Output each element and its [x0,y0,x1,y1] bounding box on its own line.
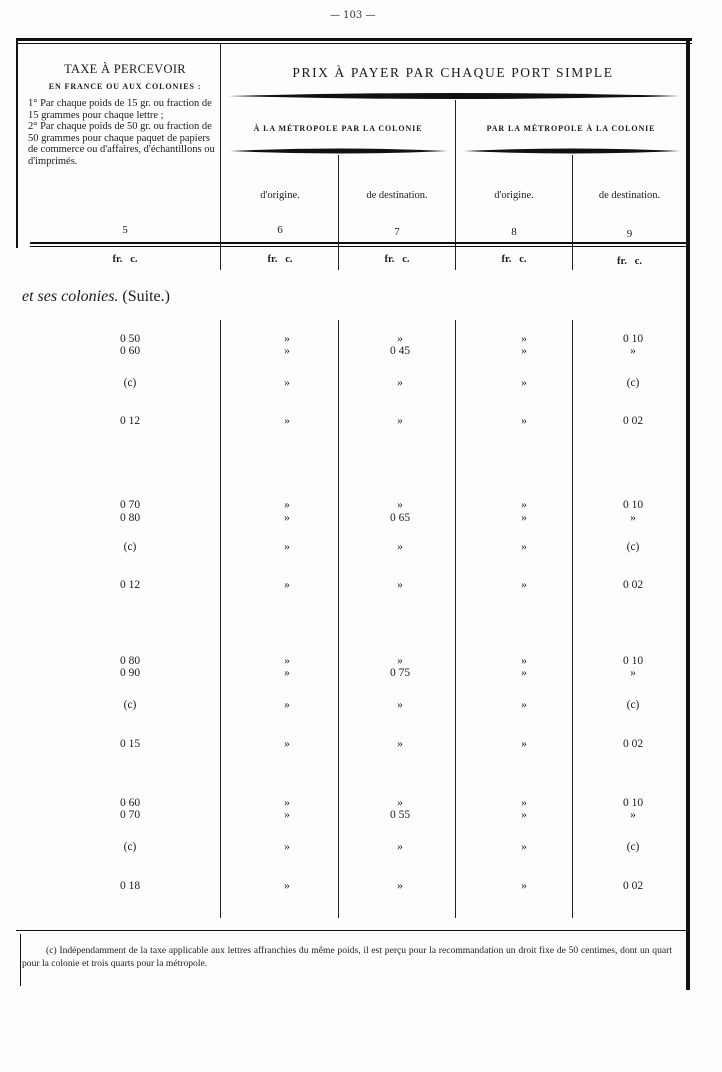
table-cell-c7: » [397,499,403,511]
top-border-thin [16,43,692,44]
table-cell-c9: » [630,345,636,357]
main-title: PRIX À PAYER PAR CHAQUE PORT SIMPLE [292,65,614,80]
table-cell-c5: 0 80 [119,512,141,524]
table-cell-c7: 0 75 [389,667,411,679]
table-cell-c7: » [397,880,403,892]
table-cell-c8: » [521,880,527,892]
col5-conditions [28,98,218,168]
group-a-title: À LA MÉTROPOLE PAR LA COLONIE [253,124,423,133]
table-cell-c9: 0 10 [622,797,644,809]
col5-title: TAXE À PERCEVOIR [64,62,186,76]
col5-number: 5 [122,224,128,236]
col-separator [572,155,573,270]
table-cell-c6: » [284,499,290,511]
col7-header: de destination. [366,190,428,201]
col-separator [220,44,221,270]
table-cell-c5: 0 90 [119,667,141,679]
table-cell-c7: 0 45 [389,345,411,357]
table-cell-c9: (c) [626,841,640,853]
col8-number: 8 [511,226,517,238]
col6-number: 6 [277,224,283,236]
table-cell-c9: » [630,667,636,679]
col-separator [338,155,339,270]
table-cell-c6: » [284,841,290,853]
table-cell-c7: » [397,655,403,667]
table-cell-c9: » [630,512,636,524]
table-cell-c8: » [521,738,527,750]
table-bottom-rule [16,930,690,931]
table-cell-c9: 0 10 [622,499,644,511]
group-b-title: PAR LA MÉTROPOLE À LA COLONIE [486,124,656,133]
table-cell-c8: » [521,333,527,345]
table-cell-c8: » [521,579,527,591]
table-cell-c9: 0 10 [622,333,644,345]
table-cell-c5: 0 50 [119,333,141,345]
col8-header: d'origine. [494,190,534,201]
table-cell-c7: » [397,579,403,591]
table-cell-c7: » [397,797,403,809]
section-title-italic: et ses colonies. [22,288,119,305]
header-bottom-rule-thin [30,246,686,247]
table-cell-c5: 0 18 [119,880,141,892]
table-cell-c5: 0 12 [119,415,141,427]
table-cell-c7: 0 65 [389,512,411,524]
col5-condition-2: 2° Par chaque poids de 50 gr. ou fraction de 50 grammes pour chaque paquet de papiers de commerce ou d'affaires, d'échantillons ou d'imprimés. [28,121,215,167]
col5-subtitle: EN FRANCE OU AUX COLONIES : [48,82,202,91]
table-cell-c6: » [284,738,290,750]
table-cell-c8: » [521,809,527,821]
col9-number: 9 [626,228,633,240]
table-cell-c5: 0 70 [119,809,141,821]
table-cell-c7: » [397,333,403,345]
table-cell-c6: » [284,512,290,524]
table-cell-c5: 0 80 [119,655,141,667]
col6-unit: fr. c. [267,254,293,265]
table-cell-c5: (c) [123,841,137,853]
table-cell-c8: » [521,512,527,524]
table-cell-c6: » [284,797,290,809]
table-cell-c9: (c) [626,377,640,389]
table-cell-c5: (c) [123,541,137,553]
table-cell-c7: » [397,541,403,553]
table-cell-c7: » [397,699,403,711]
footnote: (c) Indépendamment de la taxe applicable aux lettres affranchies du même poids, il est perçu pour la recommandation un droit fixe de 50 centimes, dont un quart pour la colonie et trois quarts pour la métropole. [22,945,672,969]
table-cell-c9: (c) [626,541,640,553]
table-cell-c5: 0 12 [119,579,141,591]
table-cell-c6: » [284,579,290,591]
table-cell-c6: » [284,667,290,679]
table-cell-c9: 0 02 [622,579,644,591]
table-cell-c6: » [284,880,290,892]
table-cell-c9: 0 10 [622,655,644,667]
table-cell-c6: » [284,333,290,345]
table-cell-c7: 0 55 [389,809,411,821]
table-cell-c5: 0 60 [119,345,141,357]
table-cell-c6: » [284,655,290,667]
table-cell-c8: » [521,345,527,357]
table-cell-c6: » [284,541,290,553]
table-cell-c6: » [284,809,290,821]
table-cell-c8: » [521,667,527,679]
section-title [22,288,170,306]
table-cell-c9: » [630,809,636,821]
col-separator [572,320,573,918]
table-cell-c5: (c) [123,377,137,389]
table-cell-c7: » [397,415,403,427]
table-cell-c9: 0 02 [622,880,644,892]
table-cell-c7: » [397,841,403,853]
col5-unit: fr. c. [112,254,138,265]
section-title-rest: (Suite.) [118,288,170,305]
table-cell-c9: 0 02 [622,415,644,427]
col9-header: de destination. [598,190,661,201]
top-border [16,38,692,41]
col5-condition-1: 1° Par chaque poids de 15 gr. ou fraction de 15 grammes pour chaque lettre ; [28,98,212,121]
header-bottom-rule [30,242,686,244]
col7-number: 7 [394,226,400,238]
col7-unit: fr. c. [384,254,410,265]
table-cell-c8: » [521,699,527,711]
table-cell-c5: 0 15 [119,738,141,750]
swash-rule-main [226,88,682,104]
table-cell-c8: » [521,499,527,511]
col9-unit: fr. c. [617,256,642,267]
table-cell-c8: » [521,655,527,667]
table-cell-c8: » [521,415,527,427]
table-cell-c5: 0 60 [119,797,141,809]
col-separator [338,320,339,918]
col-separator [220,320,221,918]
table-cell-c8: » [521,841,527,853]
table-cell-c5: (c) [123,699,137,711]
table-cell-c7: » [397,377,403,389]
col-separator [455,320,456,918]
table-cell-c7: » [397,738,403,750]
table-cell-c6: » [284,377,290,389]
left-border [16,38,18,248]
table-cell-c6: » [284,345,290,357]
page-number: — 103 — [330,10,376,21]
swash-rule-right [462,144,682,158]
col8-unit: fr. c. [501,254,527,265]
swash-rule-left [228,144,450,158]
table-cell-c8: » [521,797,527,809]
footnote-left-border [20,934,21,986]
table-cell-c9: 0 02 [622,738,644,750]
table-cell-c6: » [284,699,290,711]
table-cell-c6: » [284,415,290,427]
right-border [686,38,690,990]
table-cell-c8: » [521,377,527,389]
table-cell-c8: » [521,541,527,553]
col6-header: d'origine. [260,190,300,201]
table-cell-c5: 0 70 [119,499,141,511]
table-cell-c9: (c) [626,699,640,711]
